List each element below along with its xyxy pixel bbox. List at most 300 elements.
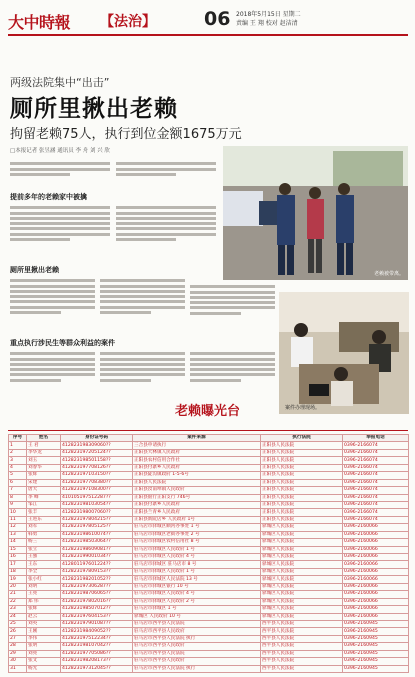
cell-id-number: 412823198107042?? [61, 643, 133, 650]
header-phone: 举报电话 [343, 435, 409, 442]
cell-name: 王进东 [27, 516, 61, 523]
table-row [9, 591, 409, 598]
cell-name: 张丰 [27, 509, 61, 516]
text-line [116, 227, 216, 230]
cell-phone: 0396-2160066 [343, 524, 409, 531]
cell-case-source: 正阳县新阮店乡 人民政府 1号 [133, 516, 261, 523]
header-name: 姓名 [27, 435, 61, 442]
cell-case-source: 驻马店市西平县人民政府 [133, 658, 261, 665]
cell-id-number: 412823197705086?? [61, 650, 133, 657]
cell-name: 李 峰 [27, 494, 61, 501]
cell-name: 邹江 [27, 501, 61, 508]
text-line [116, 168, 216, 171]
text-line [116, 162, 216, 165]
text-line [10, 212, 110, 215]
cell-court: 正阳县人民法院 [261, 464, 343, 471]
cell-court: 驿城区人民法院 [261, 568, 343, 575]
text-line [190, 379, 241, 382]
article-headline: 厕所里揪出老赖 [10, 96, 178, 122]
cell-case-source: 驻马店市驿城区 1 号 [133, 606, 261, 613]
cell-index: 9 [9, 501, 27, 508]
text-line [190, 291, 275, 294]
cell-case-source: 正阳县付寨乡人民政府 [133, 501, 261, 508]
cell-name: 王强 [27, 554, 61, 561]
table-row [9, 606, 409, 613]
cell-id-number: 412823198507012?? [61, 606, 133, 613]
page-number: 06 [204, 8, 231, 30]
cell-court: 西平县人民法院 [261, 658, 343, 665]
text-line [116, 233, 216, 236]
table-row [9, 568, 409, 575]
text-line [10, 238, 70, 241]
cell-name: 唐大 [27, 487, 61, 494]
cell-index: 30 [9, 658, 27, 665]
cell-name: 王亮 [27, 591, 61, 598]
cell-id-number: 412823197103150?? [61, 472, 133, 479]
cell-index: 15 [9, 546, 27, 553]
cell-index: 31 [9, 665, 27, 672]
cell-name: 张辉 [27, 472, 61, 479]
cell-index: 11 [9, 516, 27, 523]
photo-arrest [223, 146, 408, 280]
cell-court: 正阳县人民法院 [261, 442, 343, 449]
cell-id-number: 412823197809153?? [61, 568, 133, 575]
table-row [9, 539, 409, 546]
text-line [190, 306, 275, 309]
cell-case-source: 驿城区 人民政府 10 号 [133, 613, 261, 620]
text-line [10, 373, 95, 376]
cell-id-number: 412823198208173?? [61, 658, 133, 665]
cell-phone: 0396-2160066 [343, 531, 409, 538]
cell-court: 驿城区人民法院 [261, 561, 343, 568]
cell-phone: 0396-2166074 [343, 442, 409, 449]
text-line [100, 363, 185, 366]
article-subhead: 拘留老赖75人，执行到位金额1675万元 [10, 127, 242, 142]
table-row [9, 472, 409, 479]
text-line [100, 279, 185, 282]
table-row [9, 583, 409, 590]
cell-name: 杨光 [27, 665, 61, 672]
cell-id-number: 412823199001034?? [61, 554, 133, 561]
cell-court: 正阳县人民法院 [261, 494, 343, 501]
cell-name: 张辉 [27, 606, 61, 613]
cell-phone: 0396-2166074 [343, 479, 409, 486]
cell-phone: 0396-2160945 [343, 620, 409, 627]
text-line [116, 238, 176, 241]
body-column-3a [10, 277, 95, 333]
cell-case-source: 正阳县人民法院 [133, 479, 261, 486]
cell-court: 驿城区人民法院 [261, 524, 343, 531]
body-column-2b [116, 204, 216, 260]
cell-phone: 0396-2160066 [343, 539, 409, 546]
cell-index: 19 [9, 576, 27, 583]
cell-phone: 0396-2166074 [343, 464, 409, 471]
text-line [190, 368, 275, 371]
cell-phone: 0396-2160066 [343, 613, 409, 620]
text-line [10, 173, 70, 176]
defaulters-table [8, 434, 409, 673]
text-line [100, 306, 185, 309]
cell-case-source: 驻马店市驿城区人民政府 4 号 [133, 591, 261, 598]
table-body [9, 442, 409, 673]
cell-name: 韩勇 [27, 531, 61, 538]
table-row [9, 509, 409, 516]
cell-case-source: 驻马店市西平县人民法院 执行 [133, 635, 261, 642]
cell-id-number: 412823197708380?? [61, 479, 133, 486]
cell-name: 刘军 [27, 524, 61, 531]
cell-name: 张文 [27, 658, 61, 665]
cell-name: 王刚 [27, 628, 61, 635]
section-title-2: 厕所里揪出老赖 [10, 266, 59, 274]
header-id-number: 身份证号码 [61, 435, 133, 442]
cell-case-source: 正阳县汝南埠镇人民政府 [133, 487, 261, 494]
cell-id-number: 412801197601224?? [61, 561, 133, 568]
cell-phone: 0396-2160066 [343, 568, 409, 575]
text-line [10, 233, 110, 236]
cell-phone: 0396-2160945 [343, 643, 409, 650]
table-row [9, 620, 409, 627]
cell-phone: 0396-2166074 [343, 494, 409, 501]
cell-court: 西平县人民法院 [261, 665, 343, 672]
photo-office [279, 292, 409, 414]
cell-phone: 0396-2160066 [343, 583, 409, 590]
cell-court: 驿城区人民法院 [261, 591, 343, 598]
cell-index: 7 [9, 487, 27, 494]
text-line [116, 217, 216, 220]
body-column-2a [10, 204, 110, 260]
article-kicker: 两级法院集中“出击” [10, 76, 110, 89]
cell-case-source: 驻马店市驿城区 驻马店市 8 号 [133, 561, 261, 568]
text-line [10, 279, 95, 282]
cell-index: 16 [9, 554, 27, 561]
cell-case-source: 驻马店市西平县人民法院 执行 [133, 665, 261, 672]
text-line [10, 222, 110, 225]
cell-phone: 0396-2166074 [343, 487, 409, 494]
table-row [9, 650, 409, 657]
cell-court: 驿城区人民法院 [261, 531, 343, 538]
cell-name: 刘明 [27, 583, 61, 590]
table-row [9, 576, 409, 583]
text-line [10, 290, 95, 293]
cell-name: 刘春华 [27, 464, 61, 471]
text-line [116, 173, 176, 176]
text-line [10, 206, 110, 209]
cell-phone: 0396-2166074 [343, 516, 409, 523]
cell-index: 10 [9, 509, 27, 516]
cell-case-source: 驻马店市西平县人民法院 [133, 620, 261, 627]
cell-name: 郑 伟 [27, 598, 61, 605]
cell-phone: 0396-2166074 [343, 501, 409, 508]
header-case-source: 案件来源 [133, 435, 261, 442]
photo-office-illustration [279, 292, 409, 414]
header-index: 序号 [9, 435, 27, 442]
cell-phone: 0396-2160066 [343, 591, 409, 598]
table-row [9, 531, 409, 538]
cell-court: 驿城区人民法院 [261, 583, 343, 590]
cell-phone: 0396-2160066 [343, 576, 409, 583]
cell-court: 驿城区人民法院 [261, 598, 343, 605]
cell-court: 正阳县人民法院 [261, 509, 343, 516]
table-row [9, 442, 409, 449]
text-line [100, 379, 151, 382]
table-row [9, 457, 409, 464]
text-line [116, 212, 216, 215]
cell-id-number: 412823197901087?? [61, 620, 133, 627]
table-row [9, 494, 409, 501]
cell-phone: 0396-2160945 [343, 665, 409, 672]
section-title-1: 提前多年的老赖家中被擒 [10, 193, 87, 201]
cell-court: 正阳县人民法院 [261, 457, 343, 464]
section-name: 【法治】 [100, 14, 156, 30]
cell-court: 西平县人民法院 [261, 628, 343, 635]
text-line [10, 311, 61, 314]
cell-index: 28 [9, 643, 27, 650]
cell-index: 21 [9, 591, 27, 598]
text-line [116, 206, 216, 209]
cell-id-number: 410105197512287?? [61, 494, 133, 501]
text-line [190, 373, 275, 376]
header-court: 执行法院 [261, 435, 343, 442]
cell-case-source: 驻马店市驿城区银行 10 号 [133, 583, 261, 590]
cell-index: 13 [9, 531, 27, 538]
cell-id-number: 412823197312045?? [61, 665, 133, 672]
cell-index: 14 [9, 539, 27, 546]
cell-index: 22 [9, 598, 27, 605]
cell-phone: 0396-2166074 [343, 457, 409, 464]
cell-court: 正阳县人民法院 [261, 501, 343, 508]
text-line [100, 290, 185, 293]
text-line [10, 363, 95, 366]
article-byline: □本报记者 张昱涵 通讯员 李 舟 刘 兴 欣 [10, 148, 110, 154]
cell-case-source: 驻马店市驿城区人民政府 1 号 [133, 568, 261, 575]
cell-phone: 0396-2160066 [343, 554, 409, 561]
cell-name: 李全 [27, 568, 61, 575]
text-line [190, 312, 241, 315]
cell-id-number: 412823198609081?? [61, 546, 133, 553]
cell-name: 李伟 [27, 635, 61, 642]
cell-phone: 0396-2160945 [343, 635, 409, 642]
cell-index: 29 [9, 650, 27, 657]
newspaper-logo: 大中時報 [8, 13, 71, 32]
cell-phone: 0396-2160945 [343, 650, 409, 657]
cell-phone: 0396-2160066 [343, 561, 409, 568]
cell-id-number: 412823197108300?? [61, 487, 133, 494]
cell-id-number: 412823197805125?? [61, 524, 133, 531]
cell-phone: 0396-2166074 [343, 449, 409, 456]
table-row [9, 464, 409, 471]
cell-court: 正阳县人民法院 [261, 479, 343, 486]
cell-court: 正阳县人民法院 [261, 516, 343, 523]
cell-name: 张小红 [27, 576, 61, 583]
body-column-4c [190, 350, 275, 396]
cell-id-number: 412823197604153?? [61, 613, 133, 620]
cell-case-source: 驻马店市西平县人民政府 [133, 643, 261, 650]
cell-id-number: 412823197205124?? [61, 449, 133, 456]
cell-index: 27 [9, 635, 27, 642]
text-line [100, 311, 151, 314]
cell-index: 18 [9, 568, 27, 575]
table-row [9, 524, 409, 531]
cell-court: 西平县人民法院 [261, 635, 343, 642]
cell-phone: 0396-2160945 [343, 658, 409, 665]
table-row [9, 479, 409, 486]
cell-name: 张立 [27, 546, 61, 553]
cell-court: 驿城区人民法院 [261, 613, 343, 620]
cell-case-source: 驻马店市驿城区人民法院 13 号 [133, 576, 261, 583]
text-line [100, 368, 185, 371]
text-line [10, 368, 95, 371]
cell-case-source: 正阳县银行正阳支行 746号 [133, 494, 261, 501]
cell-court: 正阳县人民法院 [261, 487, 343, 494]
cell-id-number: 412823197804215?? [61, 516, 133, 523]
cell-name: 宋建 [27, 479, 61, 486]
cell-name: 王东 [27, 561, 61, 568]
cell-case-source: 正阳县付寨乡人民政府 [133, 464, 261, 471]
cell-phone: 0396-2166074 [343, 509, 409, 516]
cell-index: 6 [9, 479, 27, 486]
body-column-3b [100, 277, 185, 333]
text-line [10, 358, 95, 361]
cell-id-number: 412823198706065?? [61, 591, 133, 598]
masthead [8, 8, 408, 32]
cell-phone: 0396-2166074 [343, 472, 409, 479]
cell-court: 西平县人民法院 [261, 650, 343, 657]
cell-id-number: 412823198409052?? [61, 628, 133, 635]
table-row [9, 665, 409, 672]
cell-index: 17 [9, 561, 27, 568]
cell-court: 驿城区人民法院 [261, 546, 343, 553]
text-line [10, 379, 61, 382]
cell-phone: 0396-2160945 [343, 628, 409, 635]
cell-name: 张明 [27, 643, 61, 650]
cell-index: 3 [9, 457, 27, 464]
cell-name: 刘玉 [27, 457, 61, 464]
text-line [100, 352, 185, 355]
table-row [9, 643, 409, 650]
table-row [9, 613, 409, 620]
body-column-1b [116, 160, 216, 188]
cell-court: 西平县人民法院 [261, 620, 343, 627]
cell-case-source: 驻马店市驿城区人民政府 4 号 [133, 554, 261, 561]
cell-index: 12 [9, 524, 27, 531]
cell-phone: 0396-2160066 [343, 606, 409, 613]
cell-id-number: 412823197512234?? [61, 635, 133, 642]
cell-id-number: 412823197708126?? [61, 464, 133, 471]
cell-name: 李华龙 [27, 449, 61, 456]
cell-name: 刘英 [27, 620, 61, 627]
cell-case-source: 驻马店市西平县人民法院 [133, 650, 261, 657]
cell-index: 4 [9, 464, 27, 471]
table-row [9, 554, 409, 561]
photo-arrest-illustration [223, 146, 408, 280]
body-column-1a [10, 160, 110, 188]
photo-caption-1: 老赖被带离。 [373, 271, 404, 277]
cell-case-source: 正阳县大林镇人民政府 [133, 449, 261, 456]
text-line [190, 301, 275, 304]
cell-court: 驿城区人民法院 [261, 539, 343, 546]
table-row [9, 635, 409, 642]
cell-index: 1 [9, 442, 27, 449]
cell-id-number: 412823198201052?? [61, 576, 133, 583]
text-line [190, 285, 275, 288]
cell-phone: 0396-2160066 [343, 598, 409, 605]
cell-id-number: 412823197802016?? [61, 598, 133, 605]
masthead-date: 2018年5月15日 星期二 [236, 11, 301, 18]
cell-case-source: 驻马店市驿城区顺河办事处 1 号 [133, 524, 261, 531]
cell-case-source: 驻马店市驿城区人民政府 1 号 [133, 546, 261, 553]
cell-id-number: 412823198007060?? [61, 509, 133, 516]
table-banner-line [8, 430, 408, 431]
table-banner: 老赖曝光台 [174, 404, 240, 419]
cell-case-source: 驻马店市驿城区老街办事处 2 号 [133, 531, 261, 538]
text-line [10, 168, 110, 171]
cell-id-number: 412823198103054?? [61, 501, 133, 508]
table-row [9, 449, 409, 456]
text-line [10, 295, 95, 298]
text-line [10, 300, 95, 303]
section-title-3: 重点执行涉民生等群众利益的案件 [10, 339, 115, 347]
cell-name: 刘亮 [27, 650, 61, 657]
cell-id-number: 412823197306287?? [61, 583, 133, 590]
text-line [100, 300, 185, 303]
table-row [9, 598, 409, 605]
masthead-editors: 责编 王 翔 校对 赵洁清 [236, 20, 298, 27]
cell-phone: 0396-2160066 [343, 546, 409, 553]
table-row [9, 501, 409, 508]
text-line [190, 352, 275, 355]
body-column-4a [10, 350, 95, 396]
cell-id-number: 412823198503064?? [61, 539, 133, 546]
text-line [190, 358, 275, 361]
body-column-4b [100, 350, 185, 396]
text-line [10, 227, 110, 230]
cell-index: 5 [9, 472, 27, 479]
cell-index: 8 [9, 494, 27, 501]
cell-id-number: 412823198501158?? [61, 457, 133, 464]
table-row [9, 561, 409, 568]
text-line [100, 373, 185, 376]
table-row [9, 628, 409, 635]
text-line [100, 295, 185, 298]
masthead-info [236, 10, 408, 28]
cell-court: 驿城区人民法院 [261, 576, 343, 583]
cell-case-source: 驻马店市西平县人民政府 [133, 628, 261, 635]
text-line [10, 352, 95, 355]
table-row [9, 658, 409, 665]
cell-name: 杨三 [27, 539, 61, 546]
cell-name: 王 君 [27, 442, 61, 449]
table-row [9, 546, 409, 553]
cell-index: 20 [9, 583, 27, 590]
masthead-rule [8, 34, 408, 36]
cell-index: 26 [9, 628, 27, 635]
cell-case-source: 正阳县农村信用合作社 [133, 457, 261, 464]
cell-name: 赵云 [27, 613, 61, 620]
cell-case-source: 正阳县兰青乡人民政府 [133, 509, 261, 516]
table-header-row [9, 435, 409, 442]
cell-court: 正阳县人民法院 [261, 472, 343, 479]
text-line [190, 363, 275, 366]
body-column-3c [190, 283, 275, 333]
cell-court: 驿城区人民法院 [261, 606, 343, 613]
cell-court: 正阳县人民法院 [261, 449, 343, 456]
text-line [116, 222, 216, 225]
text-line [190, 296, 275, 299]
cell-case-source: 三合县申请执行 [133, 442, 261, 449]
cell-case-source: 正阳县陡沟镇政府 1-5-6号 [133, 472, 261, 479]
cell-index: 2 [9, 449, 27, 456]
cell-index: 24 [9, 613, 27, 620]
